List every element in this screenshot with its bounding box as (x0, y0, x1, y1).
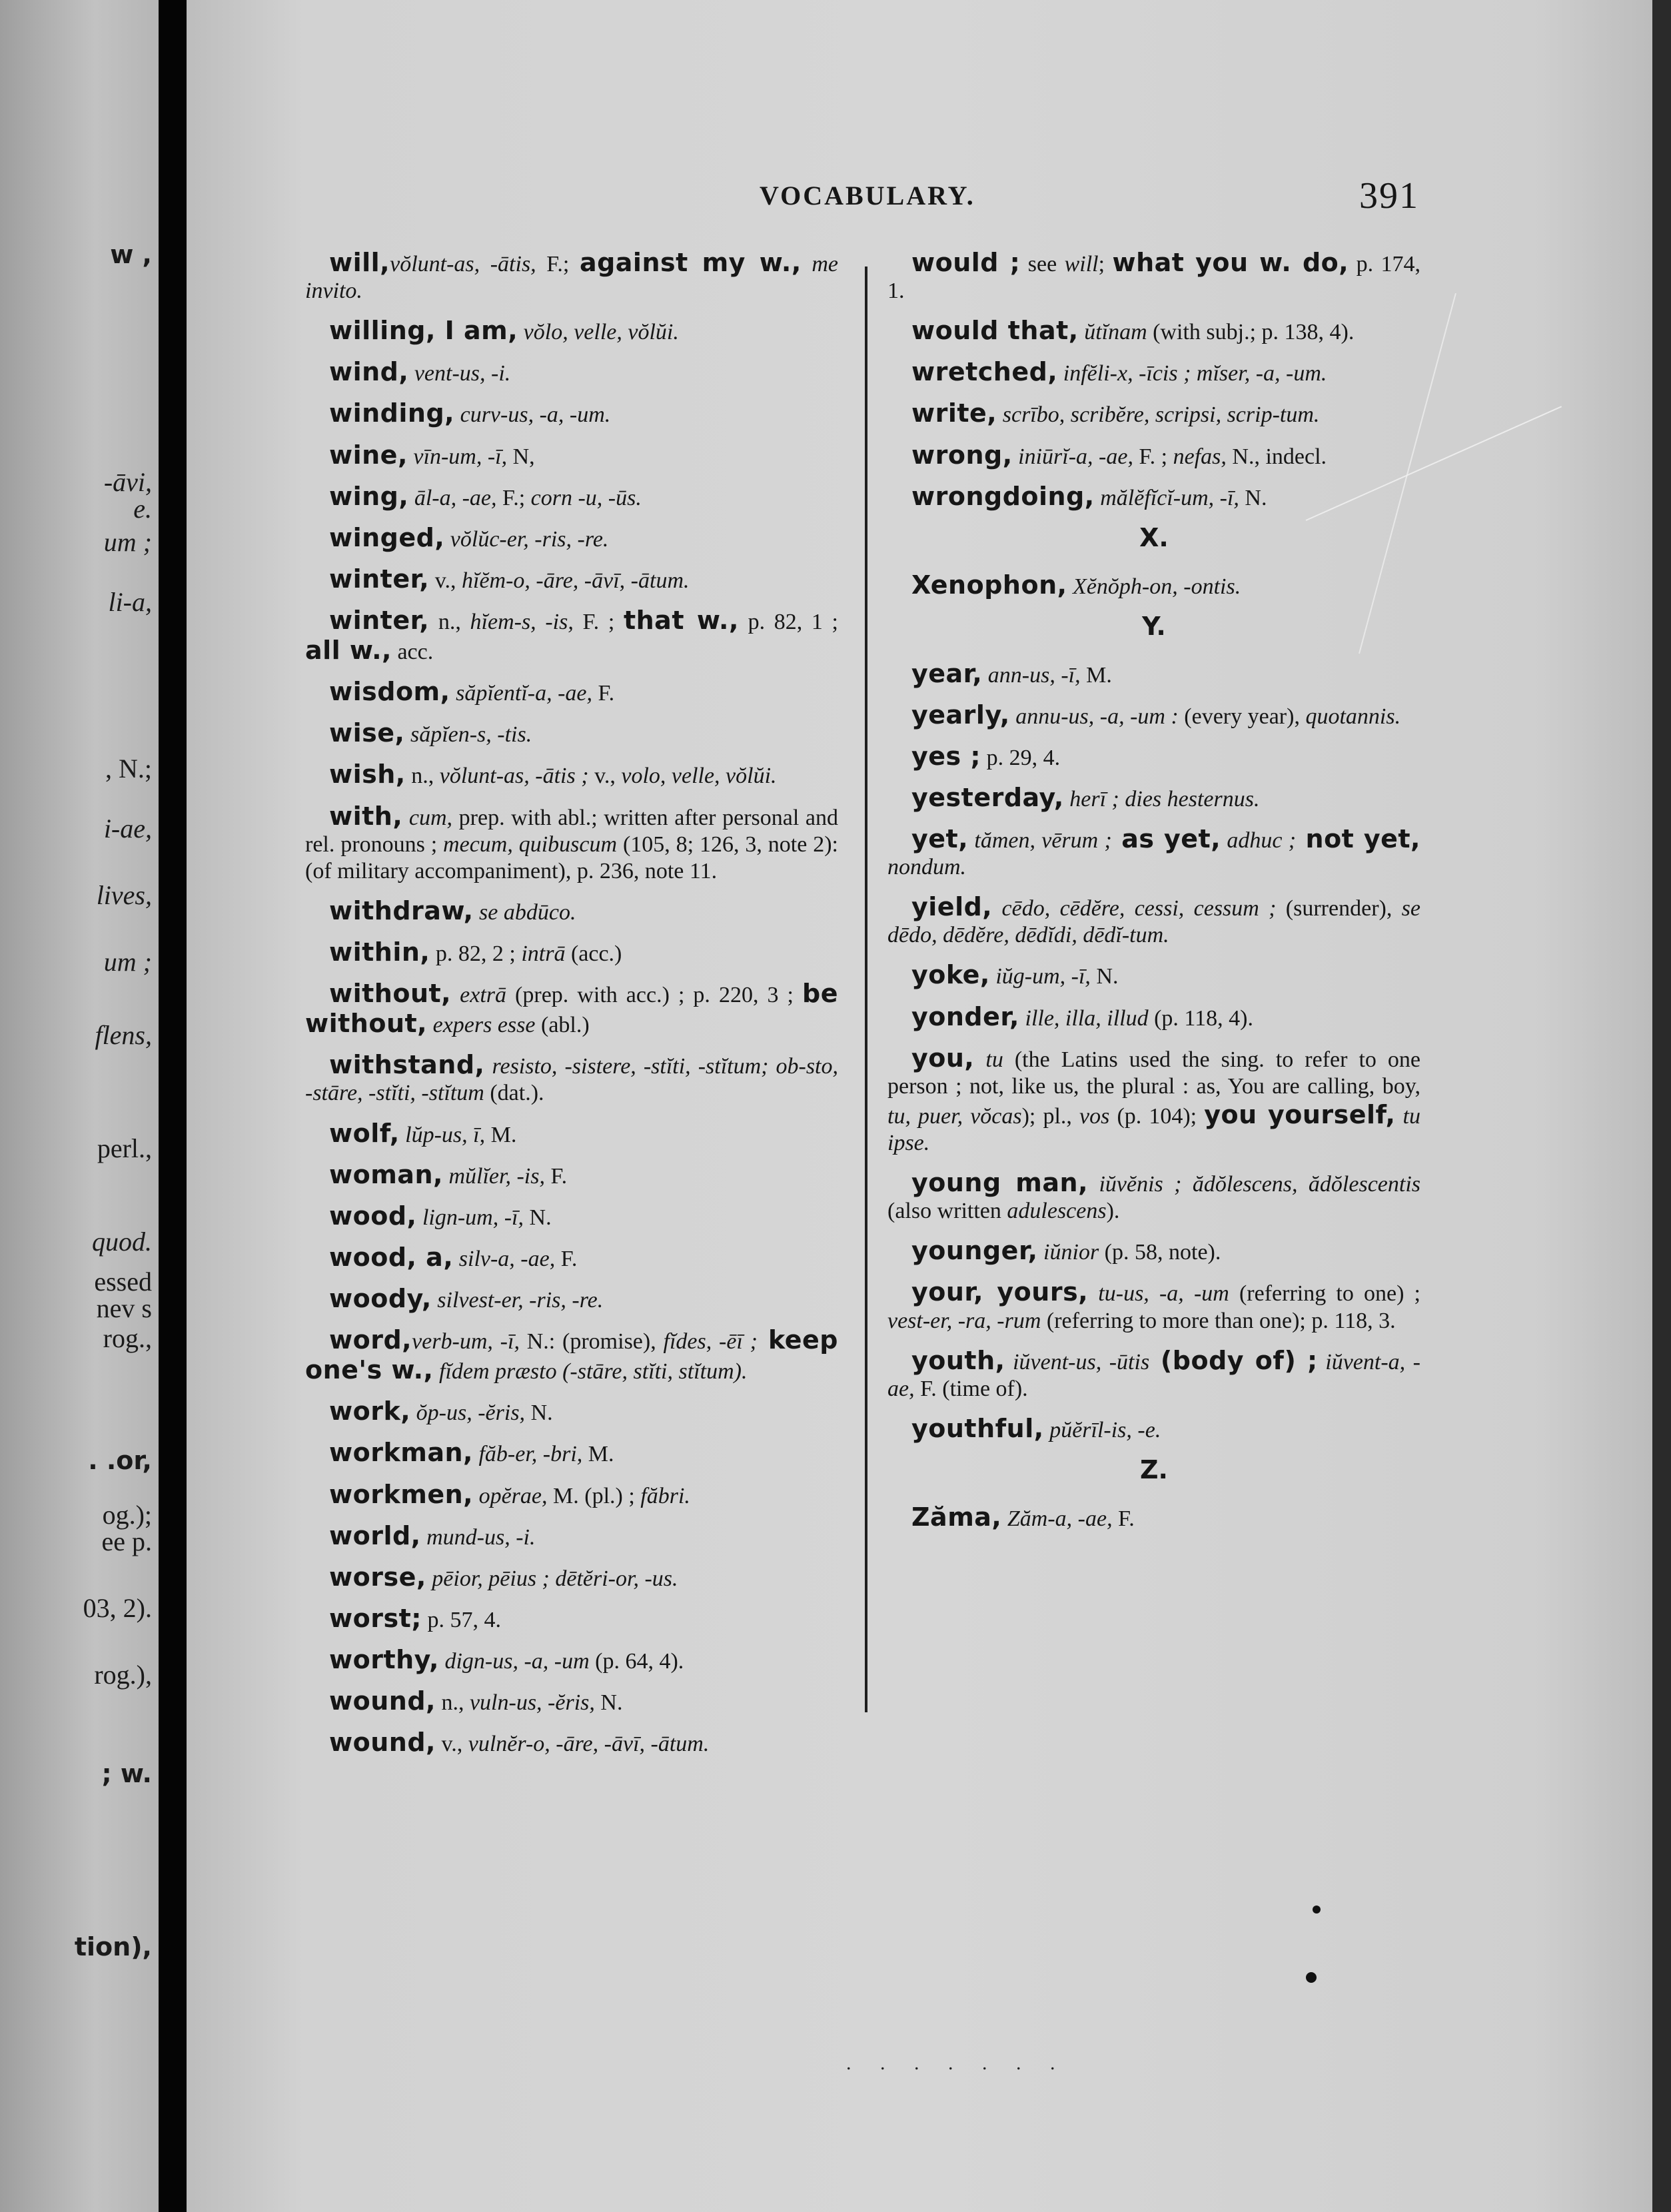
gloss-text: (referring to more than one); p. 118, 3. (1041, 1308, 1396, 1333)
gloss-text: F.; (536, 252, 580, 276)
vocabulary-entry (305, 802, 838, 885)
latin-form: tu (974, 1047, 1003, 1072)
headword: Xenophon, (911, 570, 1067, 600)
gloss-text: v., (429, 568, 462, 593)
headword: winged, (329, 522, 445, 552)
gloss-text: see (1020, 252, 1065, 276)
latin-form: tu, puer, vŏcas (887, 1103, 1022, 1129)
latin-form: infĕli-x, -īcis ; mĭser, -a, -um. (1057, 361, 1327, 386)
headword: youth, (911, 1345, 1005, 1375)
vocabulary-entry (305, 1325, 838, 1385)
running-head: VOCABULARY. (760, 181, 975, 211)
gloss-text: n., (405, 764, 440, 789)
headword: younger, (911, 1236, 1038, 1266)
gloss-text: F. (544, 1163, 568, 1189)
gloss-text: (also written (887, 1199, 1007, 1224)
headword: willing, I am, (329, 316, 518, 346)
vocabulary-entry (887, 398, 1420, 428)
latin-form: vest-er, -ra, -rum (887, 1308, 1041, 1333)
headword: wish, (329, 760, 406, 790)
headword: yes ; (911, 741, 981, 771)
gloss-text: F. ; (573, 609, 624, 634)
latin-form: extrā (451, 983, 507, 1008)
headword: wine, (329, 440, 408, 470)
latin-form: vent-us, -i. (408, 361, 511, 386)
latin-form: nondum. (887, 855, 967, 880)
headword: wind, (329, 357, 409, 387)
gloss-text: (p. 58, note). (1099, 1240, 1221, 1265)
headword: withdraw, (329, 895, 474, 925)
gloss-text: (prep. with acc.) ; p. 220, 3 ; (506, 983, 803, 1008)
gloss-text: M. (485, 1122, 517, 1147)
gloss-text: acc. (391, 640, 434, 665)
vocabulary-entry (887, 1502, 1420, 1532)
latin-form: vīn-um, -ī, (407, 444, 508, 469)
latin-form: nefas, (1173, 444, 1227, 469)
facing-page-fragment: tion), (74, 1932, 152, 1961)
headword: wrong, (911, 440, 1013, 470)
latin-form: pēior, pēius ; dētĕri-or, -us. (426, 1566, 678, 1591)
headword: wisdom, (329, 677, 450, 707)
latin-form: cum, (402, 805, 453, 830)
gloss-text: (the Latins used the sing. to refer to one person ; not, like us, the plural : as, You are calling, boy, (887, 1047, 1420, 1099)
headword: wrongdoing, (911, 481, 1095, 511)
gloss-text: F. (time of). (914, 1376, 1028, 1401)
facing-page-fragment: ee p. (101, 1526, 152, 1556)
gloss-text: v., (588, 764, 622, 789)
gloss-text: (105, 8; 126, 3, note 2): (of military accompaniment), p. 236, note 11. (305, 831, 838, 883)
headword: word, (329, 1325, 412, 1355)
gloss-text: F.; (496, 485, 531, 510)
latin-form: scrībo, scribĕre, scripsi, scrip-tum. (997, 402, 1320, 428)
vocabulary-entry (305, 1480, 838, 1510)
vocabulary-entry (305, 937, 838, 967)
facing-page-fragment: i-ae, (103, 814, 152, 843)
gloss-text: p. 82, 2 ; (430, 941, 522, 966)
sub-headword: (body of) ; (1149, 1345, 1318, 1375)
vocabulary-entry (305, 1050, 838, 1107)
gloss-text: N. (1239, 485, 1267, 510)
headword: wolf, (329, 1118, 400, 1148)
latin-form: făbri. (640, 1483, 690, 1508)
facing-page-fragment: og.); (102, 1500, 152, 1530)
facing-page-fragment: rog., (103, 1323, 152, 1353)
letter-section-heading: Z. (1140, 1454, 1168, 1484)
sub-headword: keep one's w., (305, 1325, 838, 1385)
vocabulary-entry (305, 896, 838, 926)
facing-page-fragment: um ; (103, 947, 152, 977)
vocabulary-entry (305, 398, 838, 428)
vocabulary-entry (305, 440, 838, 470)
vocabulary-entry (305, 1201, 838, 1231)
headword: worst; (329, 1603, 422, 1633)
vocabulary-entry (305, 606, 838, 666)
latin-form: vŏlunt-as, -ātis, (390, 252, 536, 276)
latin-form: iŭvent-us, -ūtis (1005, 1349, 1150, 1375)
gloss-text: (p. 64, 4). (589, 1648, 684, 1674)
vocabulary-entry (887, 659, 1420, 689)
facing-page-fragment: , N.; (105, 754, 152, 784)
latin-form: āl-a, -ae, (408, 485, 497, 510)
headword: yet, (911, 824, 969, 853)
vocabulary-entry (887, 892, 1420, 949)
latin-form: curv-us, -a, -um. (454, 402, 611, 428)
latin-form: iŭg-um, -ī, (989, 964, 1091, 989)
gloss-text: ). (1106, 1199, 1120, 1224)
latin-form: făb-er, -bri, (472, 1442, 583, 1467)
facing-page-fragment: lives, (96, 880, 152, 910)
gloss-text: (acc.) (565, 941, 622, 966)
facing-page-fragment: 03, 2). (83, 1593, 152, 1623)
vocabulary-entry (887, 357, 1420, 387)
vocabulary-entry (305, 1396, 838, 1426)
facing-page-fragment: quod. (92, 1227, 152, 1257)
latin-form: silv-a, -ae, (453, 1246, 556, 1271)
vocabulary-entry (887, 960, 1420, 990)
latin-form: resisto, -sistere, -stĭti, -stĭtum; ob-sto, -stāre, -stĭti, -stĭtum (305, 1054, 838, 1106)
gloss-text: M. (pl.) ; (547, 1483, 641, 1508)
latin-form: se abdūco. (473, 899, 576, 925)
gloss-text: F. (555, 1246, 578, 1271)
left-column (305, 248, 838, 1769)
latin-form: mund-us, -i. (420, 1524, 536, 1550)
vocabulary-entry (305, 357, 838, 387)
vocabulary-entry (305, 1119, 838, 1149)
facing-page-fragment: w , (110, 240, 152, 269)
vocabulary-entry (305, 718, 838, 748)
headword: woman, (329, 1159, 443, 1189)
facing-page-fragment: perl., (97, 1133, 152, 1163)
page-edge (1652, 0, 1671, 2212)
headword: year, (911, 658, 983, 688)
headword: yield, (911, 892, 993, 922)
latin-form: mecum, quibuscum (443, 831, 618, 857)
headword: with, (329, 801, 403, 831)
headword: wood, a, (329, 1242, 454, 1272)
headword: wood, (329, 1201, 417, 1231)
gloss-text: (with subj.; p. 138, 4). (1147, 320, 1355, 345)
right-column (887, 248, 1420, 1544)
vocabulary-entry (887, 700, 1420, 730)
vocabulary-entry (305, 677, 838, 707)
ink-speck (1306, 1972, 1317, 1983)
latin-form: ŏp-us, -ĕris, (410, 1400, 526, 1426)
latin-form: Zăm-a, -ae, (1001, 1506, 1113, 1531)
latin-form: mălĕfĭcĭ-um, -ī, (1094, 485, 1239, 510)
vocabulary-entry (305, 523, 838, 553)
latin-form: vŏlo, velle, vŏlŭi. (518, 320, 679, 345)
facing-page-fragment: nev s (96, 1293, 152, 1323)
headword: without, (329, 979, 452, 1009)
headword: wretched, (911, 357, 1058, 387)
letter-section-heading: X. (1139, 522, 1169, 552)
footer-dots: . . . . . . . (846, 2052, 1067, 2074)
sub-headword: all w., (305, 636, 392, 666)
latin-form: mŭlĭer, -is, (442, 1163, 545, 1189)
vocabulary-entry (305, 1521, 838, 1551)
page-number: 391 (1359, 175, 1419, 217)
vocabulary-entry (305, 979, 838, 1039)
vocabulary-entry (887, 1414, 1420, 1444)
vocabulary-entry (887, 316, 1420, 346)
facing-page-fragment: um ; (103, 527, 152, 557)
vocabulary-entry (305, 1438, 838, 1468)
vocabulary-entry (305, 1604, 838, 1634)
gloss-text: N. (525, 1400, 553, 1426)
facing-page-fragment: . .or, (88, 1446, 152, 1475)
latin-form: vulnĕr-o, -āre, -āvī, -ātum. (468, 1732, 710, 1757)
headword: world, (329, 1520, 421, 1550)
gloss-text: p. 82, 1 ; (738, 609, 838, 634)
vocabulary-entry (305, 1686, 838, 1716)
gloss-text: p. 174, 1. (887, 252, 1421, 304)
gloss-text: p. 29, 4. (981, 745, 1061, 770)
vocabulary-entry (887, 783, 1420, 813)
headword: would that, (911, 316, 1079, 346)
vocabulary-entry (305, 248, 838, 304)
latin-form: iŭvĕnis ; ădŏlescens, ădŏlescentis (1088, 1172, 1421, 1197)
latin-form: lign-um, -ī, (416, 1205, 524, 1230)
latin-form: intrā (521, 941, 566, 966)
latin-form: iniūrĭ-a, -ae, (1012, 444, 1133, 469)
latin-form: cēdo, cēdĕre, cessi, cessum ; (992, 896, 1277, 921)
headword: would ; (911, 248, 1021, 277)
latin-form: silvest-er, -ris, -re. (431, 1287, 604, 1313)
sub-headword: be without, (305, 979, 839, 1039)
latin-form: tu-us, -a, -um (1088, 1281, 1229, 1307)
column-rule (865, 267, 867, 1712)
facing-page-fragment: essed (94, 1267, 152, 1297)
vocabulary-entry (305, 1160, 838, 1190)
headword: yearly, (911, 700, 1010, 730)
vocabulary-entry (305, 760, 838, 790)
latin-form: adhuc ; (1221, 828, 1297, 853)
sub-headword: against my w., (579, 248, 802, 277)
gloss-text: N. (524, 1205, 552, 1230)
facing-page-sliver (0, 0, 159, 2212)
latin-form: vŏlunt-as, -ātis ; (439, 764, 589, 789)
latin-form: iŭvent-a, -ae, (887, 1349, 1421, 1401)
latin-form: quotannis. (1305, 704, 1401, 729)
gloss-text: (p. 118, 4). (1148, 1005, 1253, 1031)
vocabulary-entry (305, 1284, 838, 1314)
latin-form: verb-um, -ī, (412, 1329, 520, 1355)
headword: wing, (329, 481, 409, 511)
headword: within, (329, 937, 430, 967)
latin-form: fĭdes, -ēī ; (663, 1329, 758, 1355)
vocabulary-entry (887, 1043, 1420, 1157)
gloss-text: n., (435, 1690, 470, 1716)
latin-form: corn -u, -ūs. (530, 485, 642, 510)
headword: wound, (329, 1728, 436, 1758)
latin-form: vŏlŭc-er, -ris, -re. (444, 526, 609, 552)
headword: you, (911, 1043, 975, 1073)
latin-form: hĭem-s, -is, (470, 609, 574, 634)
ink-speck (1313, 1906, 1321, 1914)
latin-form: săpĭen-s, -tis. (404, 722, 532, 748)
gloss-text: prep. with abl.; written after personal and rel. pronouns ; (305, 805, 838, 857)
headword: wise, (329, 718, 405, 748)
headword: youthful, (911, 1413, 1044, 1443)
vocabulary-entry (887, 1346, 1420, 1402)
latin-form: săpĭentĭ-a, -ae, (450, 681, 592, 706)
latin-form: se dēdo, dēdĕre, dēdĭdi, dēdĭ-tum. (887, 896, 1420, 948)
latin-form: tămen, vērum ; (968, 828, 1112, 853)
vocabulary-entry (887, 482, 1420, 512)
facing-page-fragment: rog.), (94, 1660, 152, 1690)
latin-form: herī ; dies hesternus. (1063, 786, 1260, 812)
headword: yesterday, (911, 782, 1064, 812)
gloss-text: (dat.). (484, 1081, 544, 1106)
vocabulary-entry (887, 248, 1420, 304)
vocabulary-entry (887, 1236, 1420, 1266)
latin-form: dign-us, -a, -um (438, 1648, 590, 1674)
vocabulary-entry (305, 1728, 838, 1758)
latin-form: expers esse (427, 1013, 536, 1038)
gloss-text: (abl.) (535, 1013, 590, 1038)
facing-page-fragment: -āvi, (103, 467, 152, 497)
gloss-text: (referring to one) ; (1229, 1281, 1421, 1307)
latin-form: ŭtĭnam (1078, 320, 1147, 345)
latin-form: annu-us, -a, -um : (1009, 704, 1179, 729)
gloss-text: F. ; (1133, 444, 1173, 469)
gloss-text: N.: (promise), (519, 1329, 664, 1355)
vocabulary-entry (305, 564, 838, 594)
latin-form: vos (1079, 1103, 1110, 1129)
headword: workman, (329, 1438, 473, 1468)
headword: worse, (329, 1562, 426, 1592)
latin-form: opĕrae, (473, 1483, 548, 1508)
vocabulary-entry (887, 440, 1420, 470)
headword: your, yours, (911, 1277, 1089, 1307)
headword: write, (911, 398, 997, 428)
gloss-text: N. (1090, 964, 1119, 989)
vocabulary-entry (305, 1562, 838, 1592)
vocabulary-entry (887, 1168, 1420, 1225)
vocabulary-entry (305, 316, 838, 346)
sub-headword: not yet, (1296, 824, 1420, 853)
gloss-text: N., indecl. (1226, 444, 1327, 469)
vocabulary-entry (887, 824, 1420, 881)
headword: withstand, (329, 1050, 485, 1080)
gloss-text: (p. 104); (1109, 1103, 1205, 1129)
latin-form: me invito. (305, 252, 838, 304)
gloss-text: M. (1080, 662, 1112, 688)
latin-form: will (1064, 252, 1099, 276)
gloss-text: F. (592, 681, 615, 706)
sub-headword: as yet, (1111, 824, 1221, 853)
vocabulary-entry (887, 1277, 1420, 1334)
gloss-text: ; (1098, 252, 1113, 276)
latin-form: ann-us, -ī, (982, 662, 1081, 688)
vocabulary-entry (887, 742, 1420, 772)
headword: Zăma, (911, 1502, 1002, 1532)
headword: woody, (329, 1283, 432, 1313)
latin-form: lŭp-us, ī, (399, 1122, 486, 1147)
headword: young man, (911, 1168, 1089, 1198)
gloss-text: n., (429, 609, 470, 634)
headword: winding, (329, 398, 455, 428)
facing-page-fragment: flens, (95, 1020, 152, 1050)
letter-section-heading: Y. (1142, 611, 1166, 641)
latin-form: volo, velle, vŏlŭi. (621, 764, 777, 789)
latin-form: vuln-us, -ĕris, (469, 1690, 595, 1716)
facing-page-fragment: ; w. (101, 1759, 152, 1788)
latin-form: iŭnior (1037, 1240, 1099, 1265)
headword: winter, (329, 605, 430, 635)
gloss-text: p. 57, 4. (421, 1607, 501, 1632)
gloss-text: M. (582, 1442, 614, 1467)
vocabulary-entry (305, 1645, 838, 1675)
latin-form: Xĕnŏph-on, -ontis. (1067, 574, 1241, 599)
headword: work, (329, 1396, 411, 1426)
gloss-text: v., (435, 1732, 468, 1757)
latin-form: ille, illa, illud (1019, 1005, 1149, 1031)
sub-headword: you yourself, (1204, 1099, 1396, 1129)
sub-headword: what you w. do, (1112, 248, 1349, 277)
vocabulary-page (187, 0, 1652, 2212)
latin-form: hĭĕm-o, -āre, -āvī, -ātum. (462, 568, 690, 593)
gloss-text: (surrender), (1276, 896, 1402, 921)
gloss-text: N, (507, 444, 535, 469)
facing-page-fragment: e. (133, 494, 152, 524)
headword: worthy, (329, 1644, 439, 1674)
headword: yonder, (911, 1001, 1019, 1031)
gloss-text: ); pl., (1021, 1103, 1080, 1129)
gloss-text: (every year), (1178, 704, 1306, 729)
vocabulary-entry (305, 482, 838, 512)
latin-form: tu ipse. (887, 1103, 1420, 1155)
latin-form: pŭĕrīl-is, -e. (1043, 1417, 1161, 1442)
vocabulary-entry (887, 1002, 1420, 1032)
latin-form: adulescens (1007, 1199, 1107, 1224)
facing-page-fragment: li-a, (108, 587, 152, 617)
sub-headword: that w., (623, 605, 739, 635)
headword: will, (329, 248, 390, 277)
vocabulary-entry (305, 1243, 838, 1273)
gloss-text: N. (594, 1690, 623, 1716)
gloss-text: F. (1112, 1506, 1135, 1531)
page-gutter (159, 0, 187, 2212)
headword: wound, (329, 1686, 436, 1716)
vocabulary-entry (887, 570, 1420, 600)
headword: winter, (329, 564, 430, 594)
headword: yoke, (911, 960, 990, 990)
headword: workmen, (329, 1479, 474, 1509)
latin-form: fĭdem præsto (-stāre, stĭti, stĭtum). (433, 1359, 748, 1384)
